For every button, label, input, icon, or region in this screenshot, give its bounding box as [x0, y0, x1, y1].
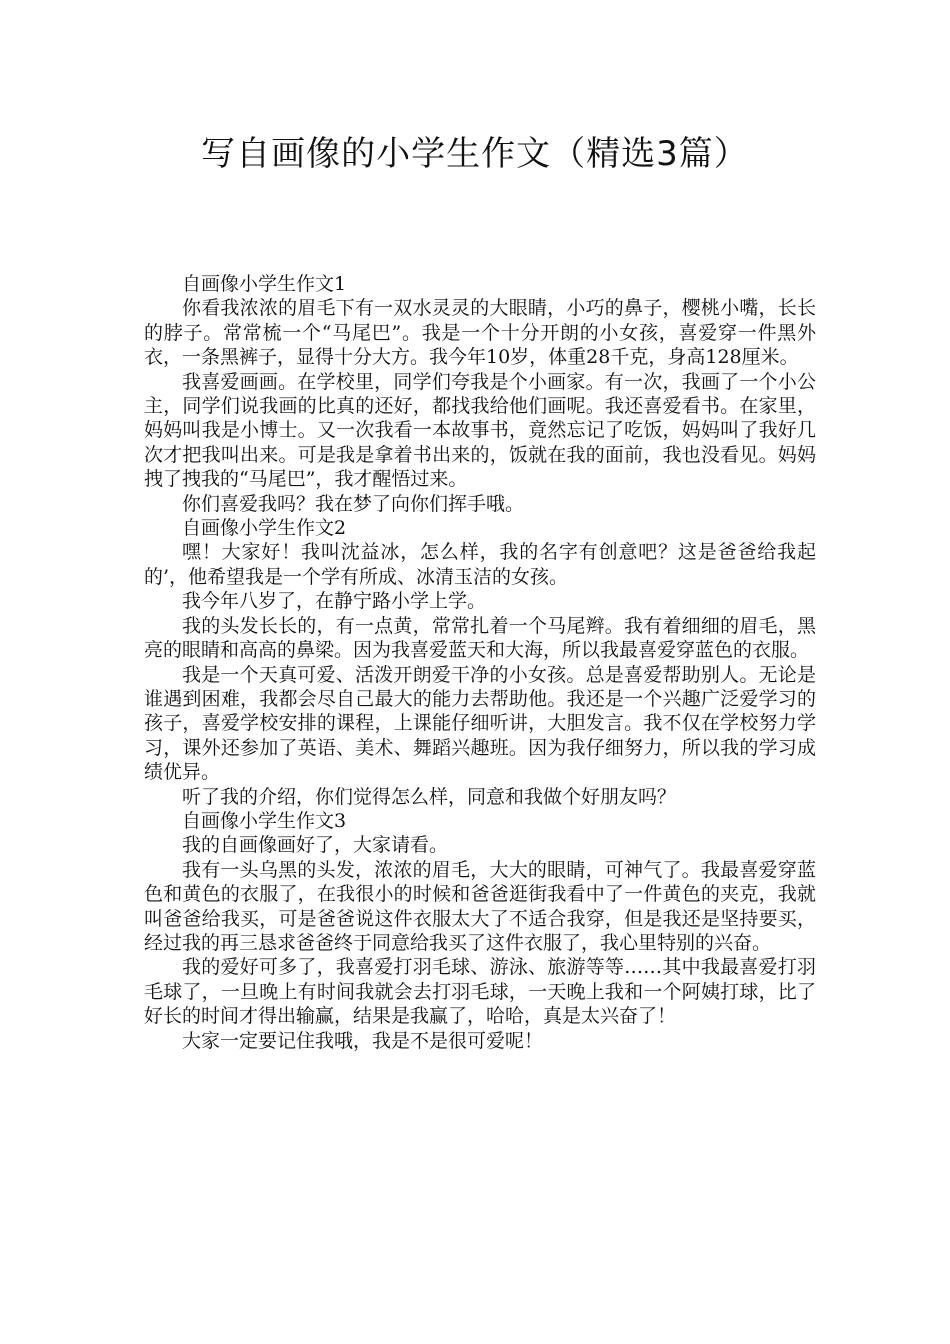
essay-heading-3: 自画像小学生作文3 [182, 809, 347, 832]
paragraph: 大家一定要记住我哦，我是不是很可爱呢！ [182, 1029, 544, 1052]
paragraph: 我有一头乌黑的头发，浓浓的眉毛，大大的眼睛，可神气了。我最喜爱穿蓝色和黄色的衣服了，在我很小的时候和爸爸逛街我看中了一件黄色的夹克，我就叫爸爸给我买，可是爸爸说这件衣服太大了不适合我穿，但是我还是坚持要买，经过我的再三恳求爸爸终于同意给我买了这件衣服了，我心里特别的兴奋。 [144, 858, 816, 954]
document-body [144, 272, 816, 1053]
paragraph: 我的头发长长的，有一点黄，常常扎着一个马尾辫。我有着细细的眉毛，黑亮的眼睛和高高的鼻梁。因为我喜爱蓝天和大海，所以我最喜爱穿蓝色的衣服。 [144, 614, 816, 662]
paragraph: 你们喜爱我吗？我在梦了向你们挥手哦。 [182, 492, 525, 515]
essay-heading-1: 自画像小学生作文1 [182, 273, 347, 295]
paragraph: 你看我浓浓的眉毛下有一双水灵灵的大眼睛，小巧的鼻子，樱桃小嘴，长长的脖子。常常梳一个“马尾巴”。我是一个十分开朗的小女孩，喜爱穿一件黑外衣，一条黑裤子，显得十分大方。我今年10岁，体重28千克，身高128厘米。 [144, 297, 816, 369]
document-title: 写自画像的小学生作文（精选3篇） [201, 134, 749, 174]
paragraph: 我今年八岁了，在静宁路小学上学。 [182, 590, 487, 613]
paragraph: 我是一个天真可爱、活泼开朗爱干净的小女孩。总是喜爱帮助别人。无论是谁遇到困难，我都会尽自己最大的能力去帮助他。我还是一个兴趣广泛爱学习的孩子，喜爱学校安排的课程，上课能仔细听讲，大胆发言。我不仅在学校努力学习，课外还参加了英语、美术、舞蹈兴趣班。因为我仔细努力，所以我的学习成绩优异。 [144, 663, 816, 784]
paragraph: 我的自画像画好了，大家请看。 [182, 834, 449, 857]
paragraph: 嘿！大家好！我叫沈益冰，怎么样，我的名字有创意吧？这是爸爸给我起的’，他希望我是一个学有所成、冰清玉洁的女孩。 [144, 541, 816, 588]
paragraph: 我的爱好可多了，我喜爱打羽毛球、游泳、旅游等等……其中我最喜爱打羽毛球了，一旦晚上有时间我就会去打羽毛球，一天晚上我和一个阿姨打球，比了好长的时间才得出输赢，结果是我赢了，哈哈，真是太兴奋了！ [144, 956, 816, 1028]
essay-heading-2: 自画像小学生作文2 [182, 517, 347, 540]
paragraph: 听了我的介绍，你们觉得怎么样，同意和我做个好朋友吗？ [182, 785, 677, 808]
paragraph: 我喜爱画画。在学校里，同学们夸我是个小画家。有一次，我画了一个小公主，同学们说我画的比真的还好，都找我给他们画呢。我还喜爱看书。在家里，妈妈叫我是小博士。又一次我看一本故事书，竟然忘记了吃饭，妈妈叫了我好几次才把我叫出来。可是我是拿着书出来的，饭就在我的面前，我也没看见。妈妈拽了拽我的“马尾巴”，我才醒悟过来。 [144, 370, 816, 491]
